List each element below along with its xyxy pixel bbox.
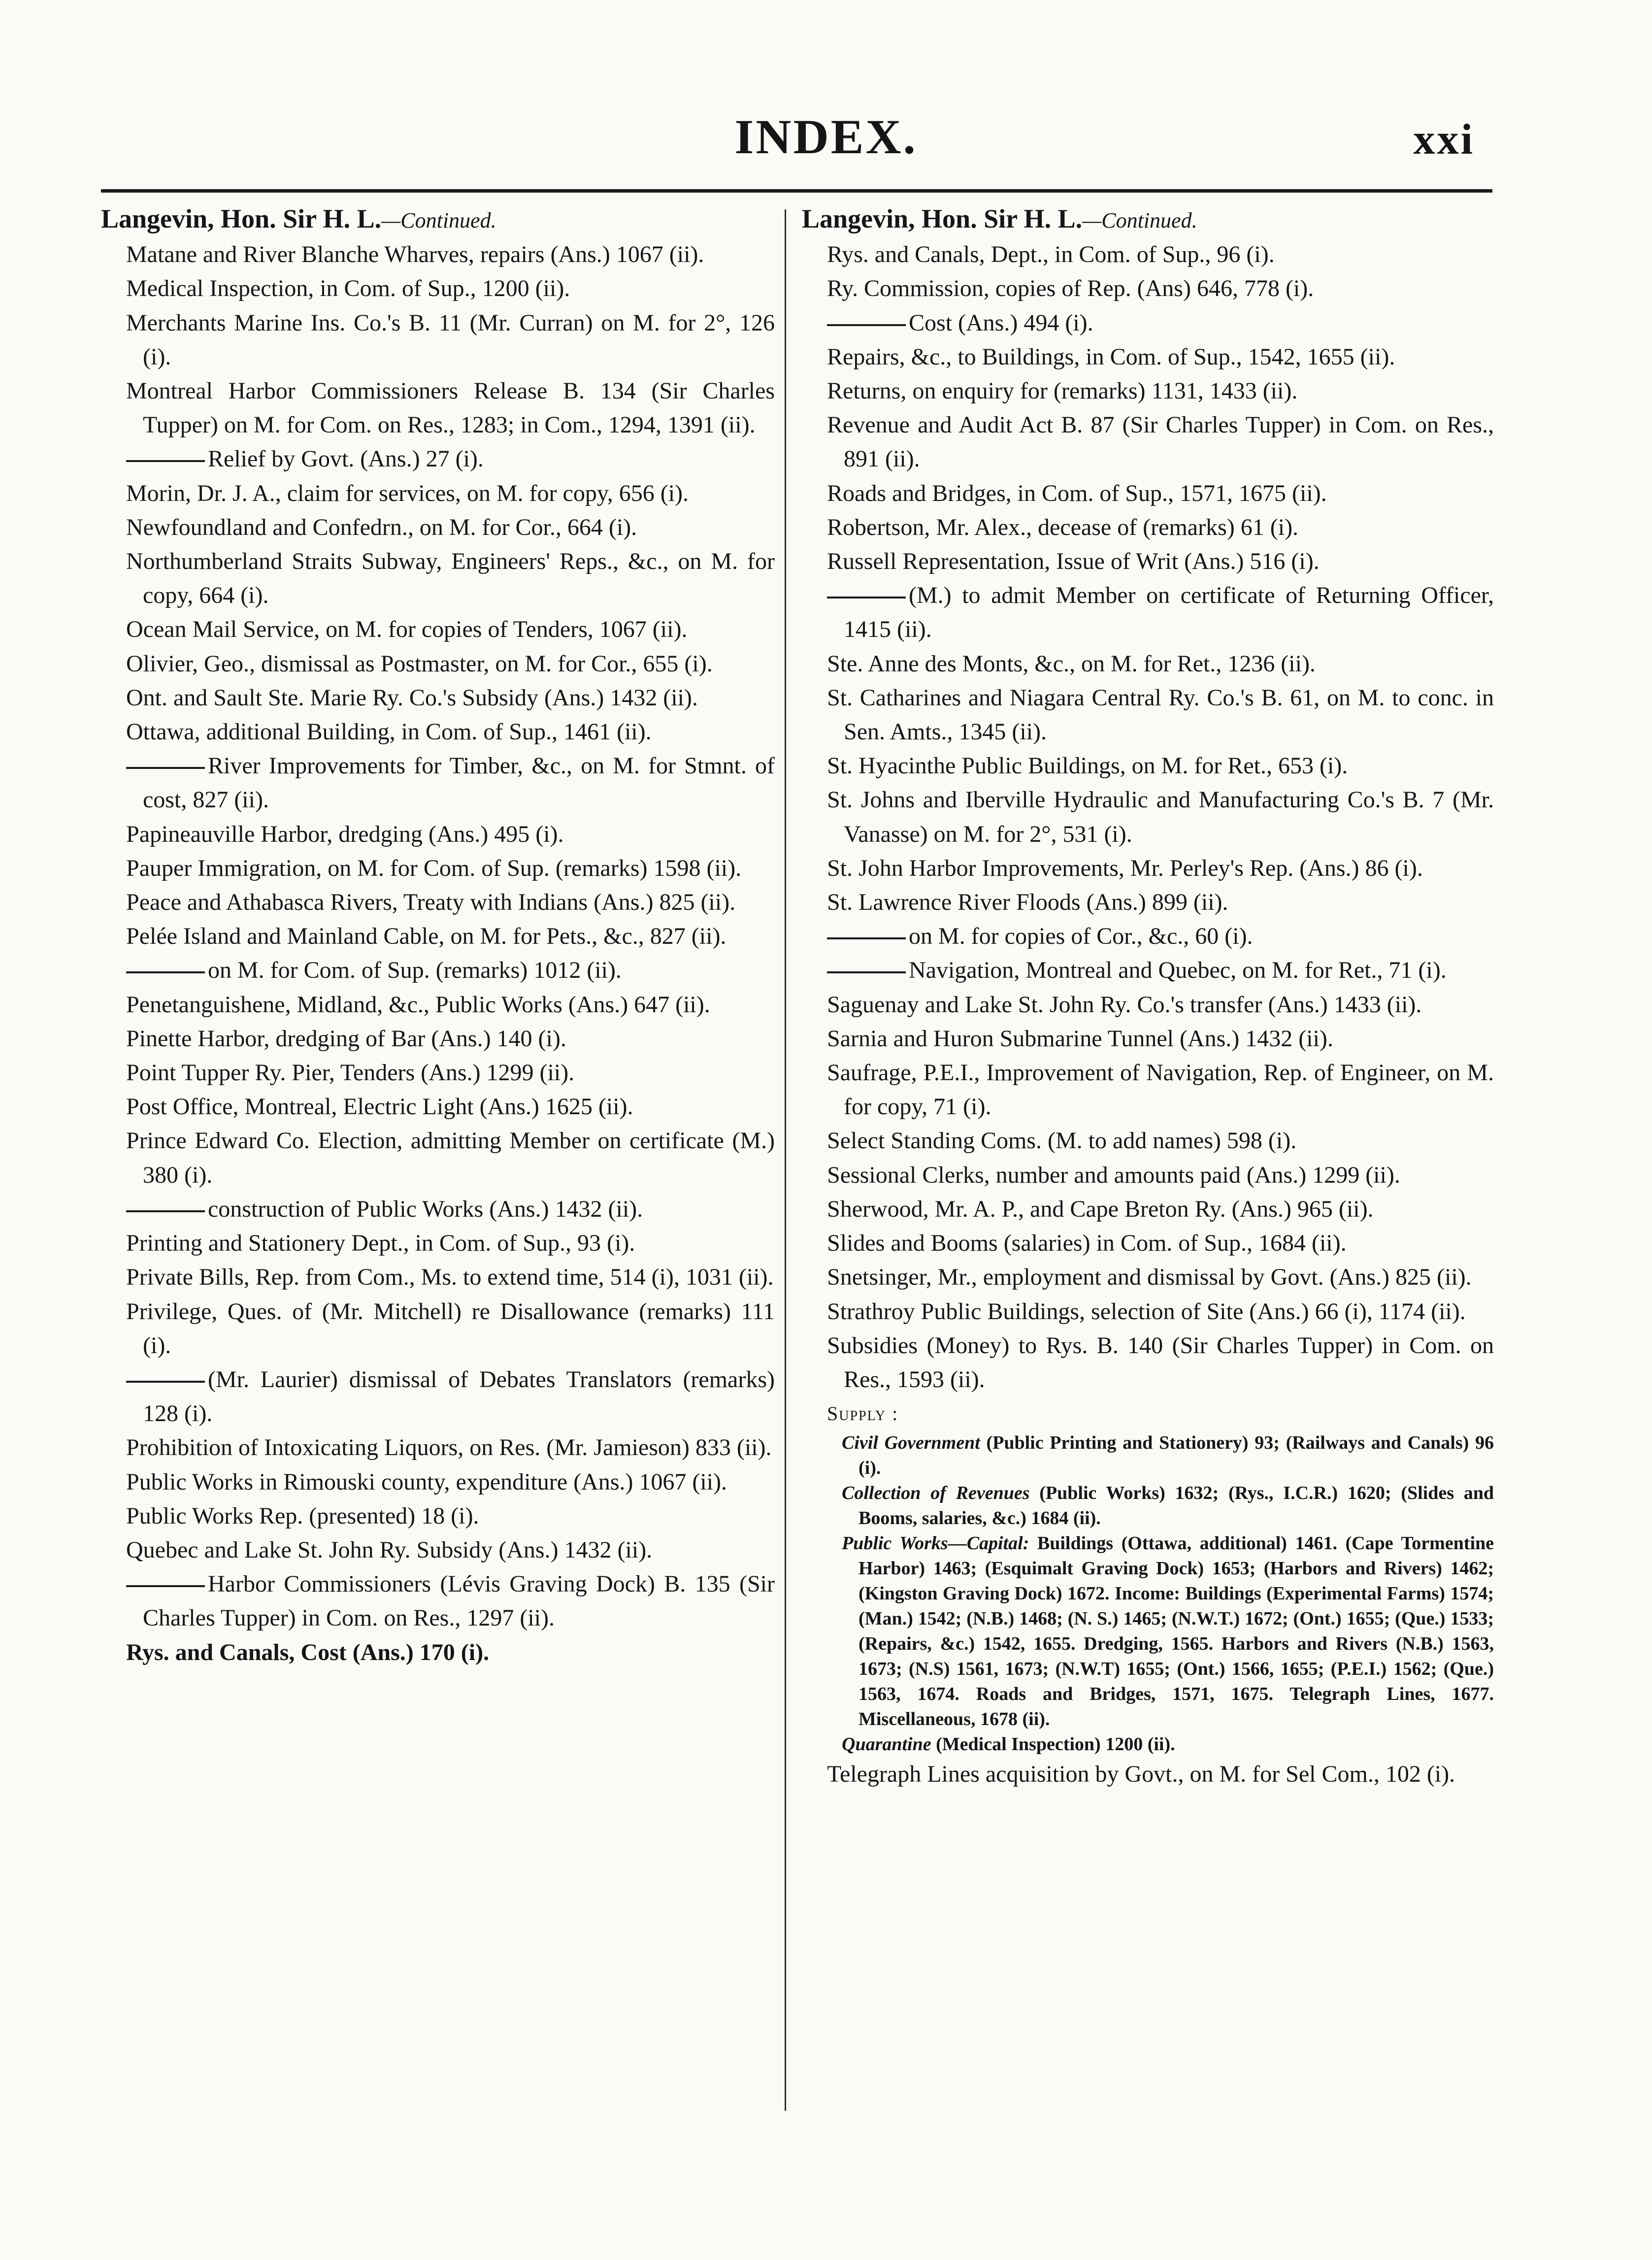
index-subentry: Cost (Ans.) 494 (i).	[802, 306, 1494, 340]
index-entry: Sherwood, Mr. A. P., and Cape Breton Ry. (Ans.) 965 (ii).	[827, 1196, 1374, 1222]
index-subentry: Navigation, Montreal and Quebec, on M. for Ret., 71 (i).	[802, 953, 1494, 987]
index-entry: Public Works in Rimouski county, expenditure (Ans.) 1067 (ii).	[126, 1468, 727, 1495]
index-entry: Printing and Stationery Dept., in Com. of Sup., 93 (i).	[126, 1230, 635, 1257]
index-entry: Ry. Commission, copies of Rep. (Ans) 646, 778 (i).	[827, 275, 1314, 302]
supply-item: Collection of Revenues (Public Works) 1632; (Rys., I.C.R.) 1620; (Slides and Booms, salaries, &c.) 1684 (ii).	[842, 1483, 1494, 1529]
index-entry: Penetanguishene, Midland, &c., Public Works (Ans.) 647 (ii).	[126, 991, 710, 1018]
ditto-dash	[126, 1585, 205, 1587]
index-entry: Roads and Bridges, in Com. of Sup., 1571, 1675 (ii).	[827, 480, 1327, 506]
index-entry: Olivier, Geo., dismissal as Postmaster, on M. for Cor., 655 (i).	[126, 650, 713, 677]
ditto-dash	[827, 324, 906, 326]
index-subentry: on M. for copies of Cor., &c., 60 (i).	[802, 919, 1494, 953]
index-entry: Pauper Immigration, on M. for Com. of Sup. (remarks) 1598 (ii).	[126, 855, 742, 881]
index-entry: Pinette Harbor, dredging of Bar (Ans.) 140 (i).	[126, 1025, 566, 1052]
index-entry: Returns, on enquiry for (remarks) 1131, 1433 (ii).	[827, 378, 1298, 404]
index-entry: Point Tupper Ry. Pier, Tenders (Ans.) 1299 (ii).	[126, 1060, 575, 1086]
index-entry: Newfoundland and Confedrn., on M. for Cor., 664 (i).	[126, 514, 637, 540]
index-entry: Northumberland Straits Subway, Engineers' Reps., &c., on M. for copy, 664 (i).	[126, 548, 775, 609]
index-entry: Morin, Dr. J. A., claim for services, on M. for copy, 656 (i).	[126, 480, 689, 506]
left-column	[101, 202, 775, 1669]
index-subentry: (Mr. Laurier) dismissal of Debates Translators (remarks) 128 (i).	[101, 1363, 775, 1430]
ditto-dash	[126, 767, 205, 769]
supply-item: Public Works—Capital: Buildings (Ottawa, additional) 1461. (Cape Tormentine Harbor) 1463; (Esquimalt Graving Dock) 1653; (Harbors and Rivers) 1462; (Kingston Graving Dock) 1672. Income: Buildings (Experimental Farms) 1574; (Man.) 1542; (N.B.) 1468; (N. S.) 1465; (N.W.T.) 1672; (Ont.) 1655; (Que.) 1533; (Repairs, &c.) 1542, 1655. Dredging, 1565. Harbors and Rivers (N.B.) 1563, 1673; (N.S) 1561, 1673; (N.W.T) 1655; (Ont.) 1566, 1655; (P.E.I.) 1562; (Que.) 1563, 1674. Roads and Bridges, 1571, 1675. Telegraph Lines, 1677. Miscellaneous, 1678 (ii).	[842, 1533, 1494, 1730]
index-entry: Ste. Anne des Monts, &c., on M. for Ret., 1236 (ii).	[827, 650, 1316, 677]
index-entry: Select Standing Coms. (M. to add names) 598 (i).	[827, 1128, 1297, 1154]
supply-item: Civil Government (Public Printing and Stationery) 93; (Railways and Canals) 96 (i).	[842, 1432, 1494, 1479]
index-entry: Subsidies (Money) to Rys. B. 140 (Sir Charles Tupper) in Com. on Res., 1593 (ii).	[827, 1332, 1494, 1393]
index-entry: Quebec and Lake St. John Ry. Subsidy (Ans.) 1432 (ii).	[126, 1536, 653, 1563]
ditto-dash	[126, 1381, 205, 1383]
index-entry: Medical Inspection, in Com. of Sup., 1200 (ii).	[126, 275, 570, 302]
index-entry: St. Catharines and Niagara Central Ry. Co.'s B. 61, on M. to conc. in Sen. Amts., 1345 (ii).	[827, 684, 1494, 745]
index-entry: Post Office, Montreal, Electric Light (Ans.) 1625 (ii).	[126, 1094, 633, 1120]
index-entry: St. Johns and Iberville Hydraulic and Manufacturing Co.'s B. 7 (Mr. Vanasse) on M. for 2°, 531 (i).	[827, 787, 1494, 847]
index-entry: Merchants Marine Ins. Co.'s B. 11 (Mr. Curran) on M. for 2°, 126 (i).	[126, 309, 775, 370]
index-entry: St. Hyacinthe Public Buildings, on M. for Ret., 653 (i).	[827, 753, 1348, 779]
index-entry: Revenue and Audit Act B. 87 (Sir Charles Tupper) in Com. on Res., 891 (ii).	[827, 412, 1494, 472]
page-number: xxi	[1413, 116, 1475, 164]
index-entry: Ocean Mail Service, on M. for copies of Tenders, 1067 (ii).	[126, 616, 688, 643]
header-rule	[101, 189, 1492, 193]
index-subentry: Harbor Commissioners (Lévis Graving Dock) B. 135 (Sir Charles Tupper) in Com. on Res., 1297 (ii).	[101, 1567, 775, 1635]
index-entry: Repairs, &c., to Buildings, in Com. of Sup., 1542, 1655 (ii).	[827, 343, 1395, 370]
index-entry: Montreal Harbor Commissioners Release B. 134 (Sir Charles Tupper) on M. for Com. on Res., 1283; in Com., 1294, 1391 (ii).	[126, 378, 775, 438]
index-entry: Russell Representation, Issue of Writ (Ans.) 516 (i).	[827, 548, 1320, 575]
index-entry: Snetsinger, Mr., employment and dismissal by Govt. (Ans.) 825 (ii).	[827, 1264, 1472, 1291]
ditto-dash	[827, 597, 906, 598]
index-entry: Ont. and Sault Ste. Marie Ry. Co.'s Subsidy (Ans.) 1432 (ii).	[126, 684, 698, 711]
index-entry: Prohibition of Intoxicating Liquors, on Res. (Mr. Jamieson) 833 (ii).	[126, 1434, 772, 1461]
ditto-dash	[827, 937, 906, 939]
index-subentry: construction of Public Works (Ans.) 1432 (ii).	[101, 1192, 775, 1226]
index-subentry: Relief by Govt. (Ans.) 27 (i).	[101, 442, 775, 476]
index-entry: Private Bills, Rep. from Com., Ms. to extend time, 514 (i), 1031 (ii).	[126, 1264, 774, 1291]
index-entry: Telegraph Lines acquisition by Govt., on M. for Sel Com., 102 (i).	[827, 1761, 1455, 1788]
index-entry: Rys. and Canals, Dept., in Com. of Sup., 96 (i).	[827, 241, 1275, 268]
index-entry: Rys. and Canals, Cost (Ans.) 170 (i).	[126, 1639, 490, 1665]
index-entry: Peace and Athabasca Rivers, Treaty with Indians (Ans.) 825 (ii).	[126, 889, 736, 916]
index-entry: St. Lawrence River Floods (Ans.) 899 (ii).	[827, 889, 1228, 916]
index-entry: Slides and Booms (salaries) in Com. of Sup., 1684 (ii).	[827, 1230, 1347, 1257]
index-entry: Robertson, Mr. Alex., decease of (remarks) 61 (i).	[827, 514, 1299, 540]
index-subentry: River Improvements for Timber, &c., on M. for Stmnt. of cost, 827 (ii).	[101, 749, 775, 817]
column-divider	[785, 209, 786, 2111]
page-title: INDEX.	[734, 109, 918, 164]
index-heading: Langevin, Hon. Sir H. L.—Continued.	[101, 204, 496, 233]
index-entry: Privilege, Ques. of (Mr. Mitchell) re Disallowance (remarks) 111 (i).	[126, 1298, 775, 1359]
index-entry: Papineauville Harbor, dredging (Ans.) 495 (i).	[126, 821, 564, 847]
index-entry: Prince Edward Co. Election, admitting Member on certificate (M.) 380 (i).	[126, 1128, 775, 1188]
right-column	[802, 202, 1494, 1792]
ditto-dash	[827, 971, 906, 973]
ditto-dash	[126, 971, 205, 973]
index-entry: Pelée Island and Mainland Cable, on M. for Pets., &c., 827 (ii).	[126, 923, 727, 950]
index-entry: Ottawa, additional Building, in Com. of Sup., 1461 (ii).	[126, 719, 652, 745]
index-entry: Matane and River Blanche Wharves, repairs (Ans.) 1067 (ii).	[126, 241, 704, 268]
index-entry: Saufrage, P.E.I., Improvement of Navigation, Rep. of Engineer, on M. for copy, 71 (i).	[827, 1060, 1494, 1120]
index-entry: Saguenay and Lake St. John Ry. Co.'s transfer (Ans.) 1433 (ii).	[827, 991, 1422, 1018]
index-entry: St. John Harbor Improvements, Mr. Perley's Rep. (Ans.) 86 (i).	[827, 855, 1423, 881]
index-subentry: (M.) to admit Member on certificate of Returning Officer, 1415 (ii).	[802, 578, 1494, 646]
ditto-dash	[126, 460, 205, 462]
index-entry: Public Works Rep. (presented) 18 (i).	[126, 1502, 479, 1529]
index-entry: Sessional Clerks, number and amounts paid (Ans.) 1299 (ii).	[827, 1162, 1400, 1188]
supply-label: Supply :	[827, 1402, 899, 1425]
index-entry: Sarnia and Huron Submarine Tunnel (Ans.) 1432 (ii).	[827, 1025, 1333, 1052]
supply-item: Quarantine (Medical Inspection) 1200 (ii).	[842, 1734, 1175, 1755]
ditto-dash	[126, 1210, 205, 1212]
index-entry: Strathroy Public Buildings, selection of Site (Ans.) 66 (i), 1174 (ii).	[827, 1298, 1466, 1325]
index-subentry: on M. for Com. of Sup. (remarks) 1012 (ii).	[101, 953, 775, 987]
index-heading: Langevin, Hon. Sir H. L.—Continued.	[802, 204, 1197, 233]
